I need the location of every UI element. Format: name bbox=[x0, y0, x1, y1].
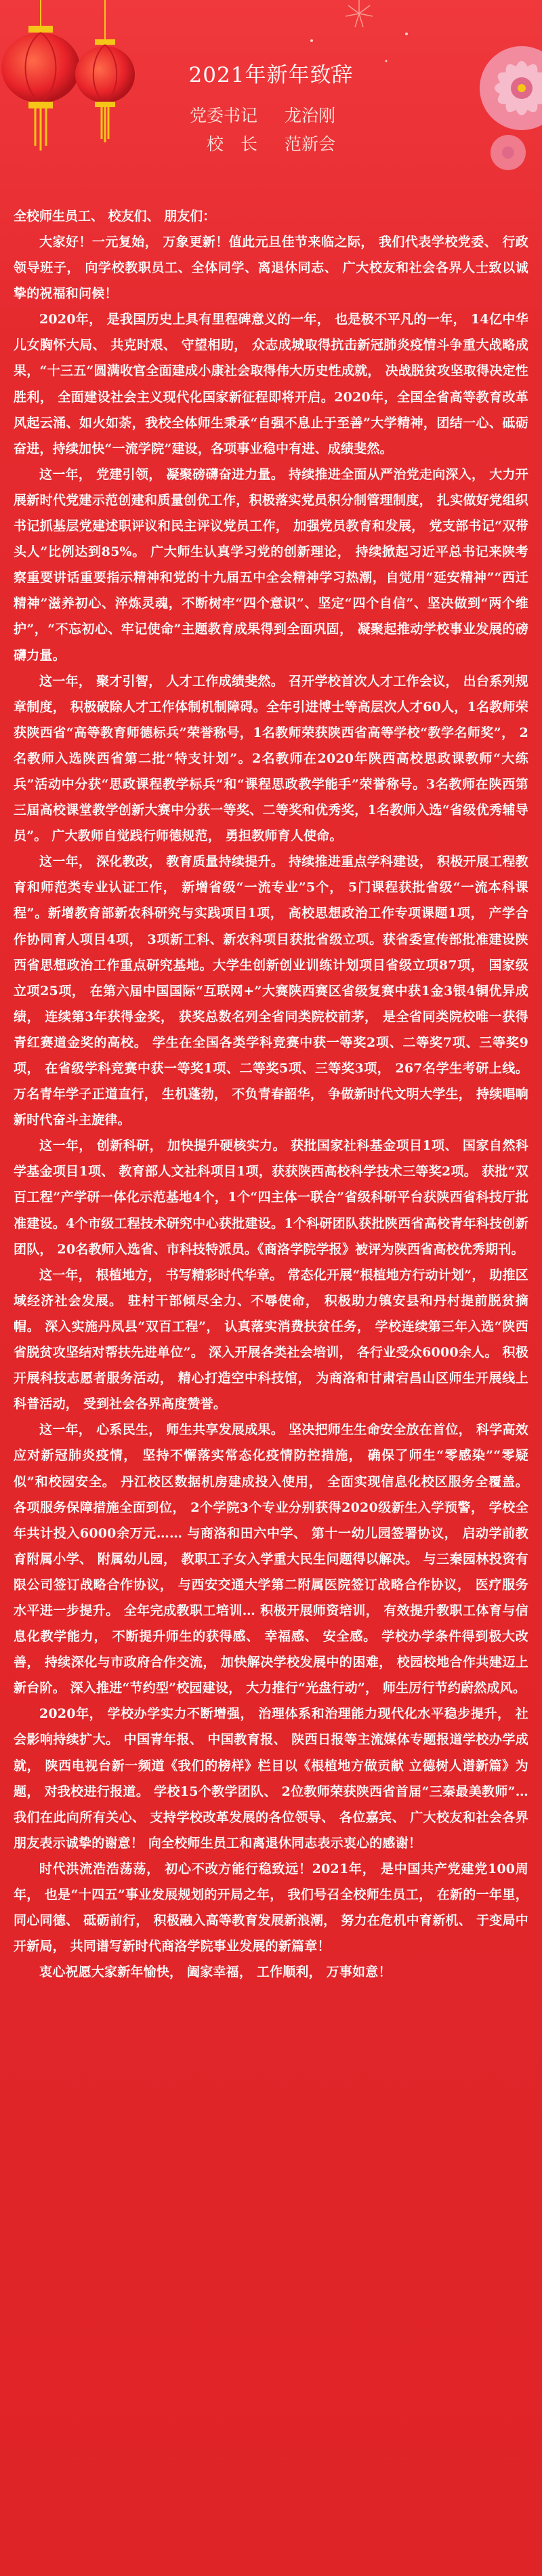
author-role: 党委书记 bbox=[189, 106, 257, 125]
paragraph: 这一年， 创新科研， 加快提升硬核实力。 获批国家社科基金项目1项、 国家自然科学基金项目1项、 教育部人文社科项目1项，获获陕西高校科学技术三等奖2项。 获批“双百工程”产学研一体化示范基地4个，1个“四主体一联合”省级科研平台获陕西省科技厅批准建设。4个市级工程技术研究中心获批建设。1个科研团队获批陕西省高校青年科技创新团队， 20名教师入选省、市科技特派员。《商洛学院学报》被评为陕西省高校优秀期刊。 bbox=[14, 1138, 528, 1257]
paragraph: 时代洪流浩浩荡荡， 初心不改方能行稳致远！2021年， 是中国共产党建党100周年， 也是“十四五”事业发展规划的开局之年， 我们号召全校师生员工， 在新的一年里， 同心同德、 砥砺前行， 积极融入高等教育发展新浪潮， 努力在危机中育新机、 于变局中开新局， 共同谱写新时代商洛学院事业发展的新篇章！ bbox=[14, 1861, 528, 1954]
paragraph: 这一年， 聚才引智， 人才工作成绩斐然。 召开学校首次人才工作会议， 出台系列规章制度， 积极破除人才工作体制机制障碍。全年引进博士等高层次人才60人，1名教师荣获陕西省“高等教育师德标兵”荣誉称号，1名教师荣获陕西省高等学校“教学名师奖”， 2名教师入选陕西省第二批“特支计划”。2名教师在2020年陕西高校思政课教师“大练兵”活动中分获“思政课程教学标兵”和“课程思政教学能手”荣誉称号。3名教师在陕西第三届高校课堂教学创新大赛中分获一等奖、二等奖和优秀奖，1名教师入选“省级优秀辅导员”。 广大教师自觉践行师德规范， 勇担教师育人使命。 bbox=[14, 673, 528, 844]
paragraph: 这一年， 心系民生， 师生共享发展成果。 坚决把师生生命安全放在首位， 科学高效应对新冠肺炎疫情， 坚持不懈落实常态化疫情防控措施， 确保了师生“零感染”“零疑似”和校园安全。 丹江校区数据机房建成投入使用， 全面实现信息化校区服务全覆盖。 各项服务保障措施全面到位， 2个学院3个专业分别获得2020级新生入学预警， 学校全年共计投入6000余万元…… 与商洛和田六中学、 第十一幼儿园签署协议， 启动学前教育附属小学、 附属幼儿园， 教职工子女入学重大民生问题得以解决。 与三秦园林投资有限公司签订战略合作协议， 与西安交通大学第二附属医院签订战略合作协议， 医疗服务水平进一步提升。 全年完成教职工培训… 积极开展师资培训， 有效提升教职工体育与信息化教学能力， 不断提升师生的获得感、 幸福感、 安全感。 学校办学条件得到极大改善， 持续深化与市政府合作交流， 加快解决学校发展中的困难， 校园校地合作共建迈上新台阶。 深入推进“节约型”校园建设， 大力推行“光盘行动”， 师生厉行节约蔚然成风。 bbox=[14, 1422, 528, 1696]
paragraph: 衷心祝愿大家新年愉快， 阖家幸福， 工作顺利， 万事如意！ bbox=[39, 1965, 392, 1980]
author-name: 范新会 bbox=[285, 134, 336, 154]
address-body bbox=[14, 203, 528, 1985]
greeting: 全校师生员工、 校友们、 朋友们： bbox=[14, 209, 216, 224]
page-title: 2021年新年致辞 bbox=[188, 63, 354, 87]
paragraph: 这一年， 深化教改， 教育质量持续提升。 持续推进重点学科建设， 积极开展工程教育和师范类专业认证工作， 新增省级“一流专业”5个， 5门课程获批省级“一流本科课程”。新增教育部新农科研究与实践项目1项， 高校思想政治工作专项课题1项， 产学合作协同育人项目4项， 3项新工科、新农科项目获批省级立项。获省委宣传部批准建设陕西省思想政治工作重点研究基地。大学生创新创业训练计划项目省级立项87项， 国家级立项25项， 在第六届中国国际“互联网+”大赛陕西赛区省级复赛中获1金3银4铜优异成绩， 连续第3年获得金奖， 获奖总数名列全省同类院校前茅， 是全省同类院校唯一获得青红赛道金奖的高校。 学生在全国各类学科竞赛中获一等奖2项、二等奖7项、三等奖9项， 在省级学科竞赛中获一等奖1项、二等奖5项、三等奖3项， 267名学生考研上线。万名青年学子正道直行， 生机蓬勃， 不负青春韶华， 争做新时代文明大学生， 持续唱响新时代奋斗主旋律。 bbox=[14, 854, 528, 1128]
author-list bbox=[136, 102, 406, 159]
header bbox=[0, 0, 542, 197]
flower-decoration-right bbox=[461, 27, 542, 176]
author-name: 龙治刚 bbox=[285, 106, 336, 125]
paragraph: 这一年， 根植地方， 书写精彩时代华章。 常态化开展“根植地方行动计划”， 助推区域经济社会发展。 驻村干部倾尽全力、不辱使命， 积极助力镇安县和丹村提前脱贫摘帽。 深入实施丹凤县“双百工程”， 认真落实消费扶贫任务， 学校连续第三年入选“陕西省脱贫攻坚结对帮扶先进单位”。 深入开展各类社会培训， 各行业受众6000余人。 积极开展科技志愿者服务活动， 精心打造空中科技馆， 为商洛和甘肃宕昌山区师生开展线上科普活动， 受到社会各界高度赞誉。 bbox=[14, 1267, 528, 1412]
author-row bbox=[136, 130, 406, 159]
author-role: 校 长 bbox=[206, 134, 257, 154]
paragraph: 2020年， 学校办学实力不断增强， 治理体系和治理能力现代化水平稳步提升， 社会影响持续扩大。 中国青年报、 中国教育报、 陕西日报等主流媒体专题报道学校办学成就， 陕西电视台新一频道《我们的榜样》栏目以《根植地方做贡献 立德树人谱新篇》为题， 对我校进行报道。 学校15个教学团队、 2位教师荣获陕西省首届“三秦最美教师”… 我们在此向所有关心、 支持学校改革发展的各位领导、 各位嘉宾、 广大校友和社会各界朋友表示诚挚的谢意！ 向全校师生员工和离退休同志表示衷心的感谢！ bbox=[14, 1706, 528, 1851]
paragraph: 这一年， 党建引领， 凝聚磅礴奋进力量。 持续推进全面从严治党走向深入， 大力开展新时代党建示范创建和质量创优工作，积极落实党员积分制管理制度， 扎实做好党组织书记抓基层党建述职评议和民主评议党员工作， 加强党员教育和发展， 党支部书记“双带头人”比例达到85%。 广大师生认真学习党的创新理论， 持续掀起习近平总书记来陕考察重要讲话重要指示精神和党的十九届五中全会精神学习热潮，自觉用“延安精神”“西迁精神”滋养初心、淬炼灵魂，不断树牢“四个意识”、坚定“四个自信”、坚决做到“两个维护”，“不忘初心、牢记使命”主题教育成果得到全面巩固， 凝聚起推动学校事业发展的磅礴力量。 bbox=[14, 466, 528, 663]
paragraph: 大家好！一元复始， 万象更新！值此元旦佳节来临之际， 我们代表学校党委、 行政领导班子， 向学校教职员工、全体同学、离退休同志、 广大校友和社会各界人士致以诚挚的祝福和问候！ bbox=[14, 235, 528, 302]
paragraph: 2020年， 是我国历史上具有里程碑意义的一年， 也是极不平凡的一年， 14亿中华儿女胸怀大局、 共克时艰、 守望相助， 众志成城取得抗击新冠肺炎疫情斗争重大战略成果，“十三五”圆满收官全面建成小康社会取得伟大历史性成就， 决战脱贫攻坚取得决定性胜利， 全面建设社会主义现代化国家新征程即将开启。2020年，全国全省高等教育改革风起云涌、如火如荼，我校全体师生秉承“自强不息止于至善”大学精神，团结一心、砥砺奋进，持续加快“一流学院”建设，各项事业稳中有进、成绩斐然。 bbox=[14, 312, 528, 456]
author-row bbox=[136, 102, 406, 130]
